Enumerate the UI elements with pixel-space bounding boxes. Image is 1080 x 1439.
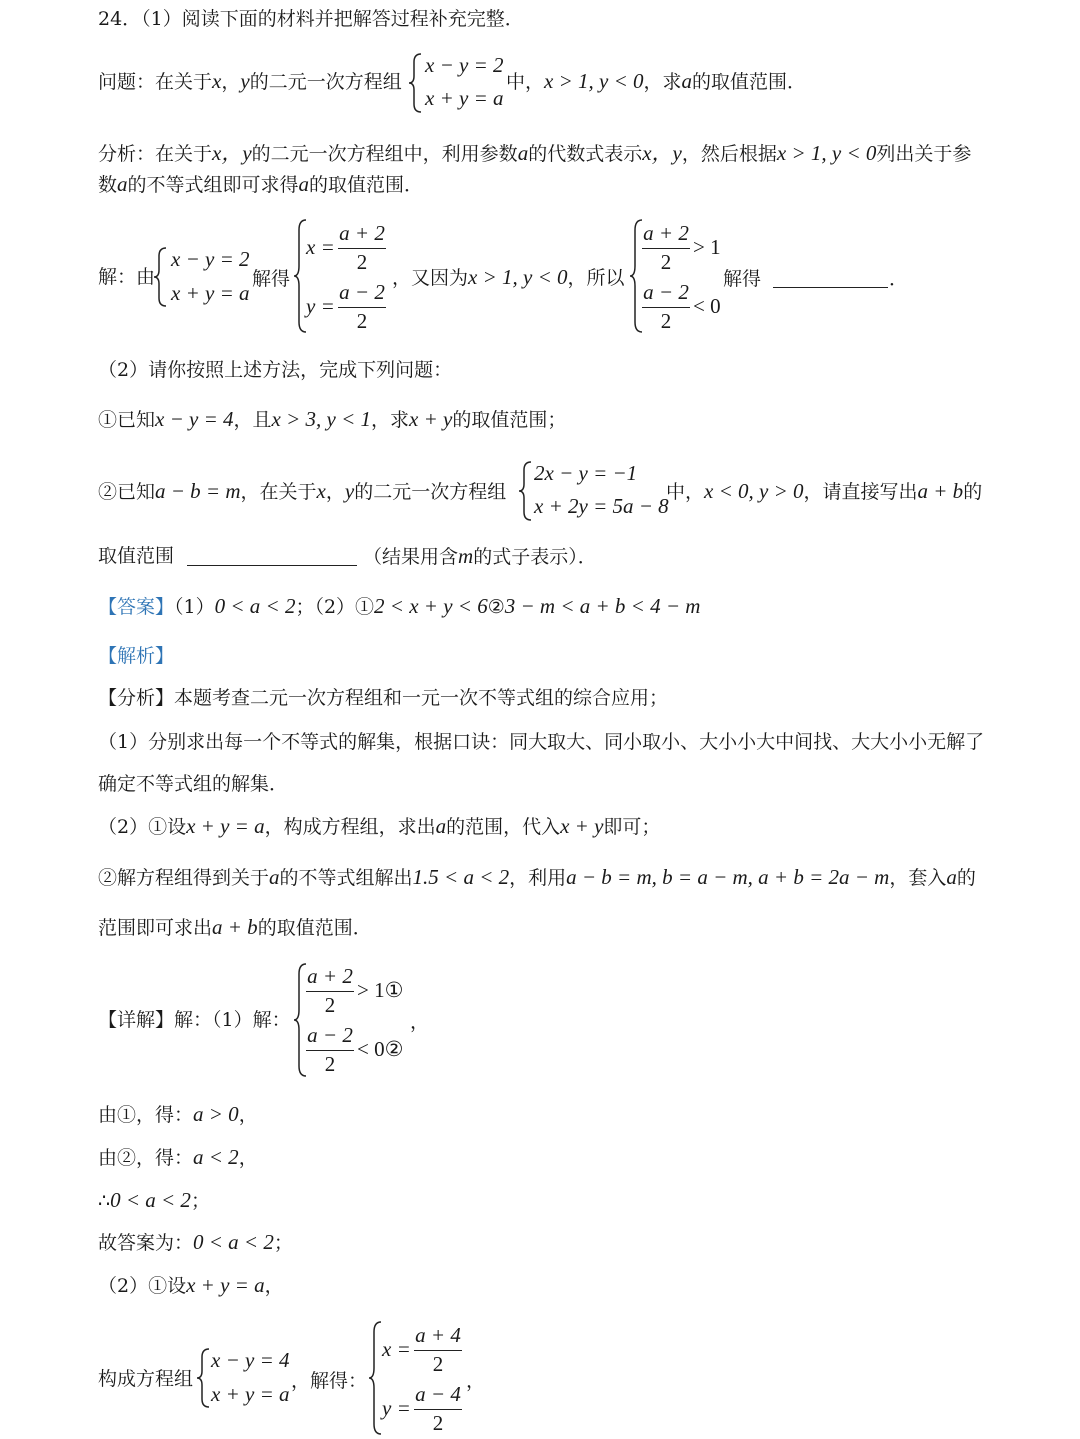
- detail-text: ∴: [98, 1190, 111, 1212]
- problem-text-5: 的取值范围．: [692, 71, 807, 93]
- q2-text: 取值范围: [98, 545, 175, 567]
- detail-math: a > 0: [193, 1102, 239, 1126]
- q2-system-brace: [518, 460, 534, 522]
- detail-y-denominator: 2: [432, 1411, 444, 1435]
- var-x: x: [316, 479, 326, 503]
- fenxi-math: a: [946, 865, 957, 889]
- analysis-math: x > 1, y < 0: [776, 141, 877, 165]
- solution-ineq1-denominator: 2: [660, 250, 672, 274]
- q2-text: 中，: [666, 481, 705, 503]
- fenxi-line-3: 确定不等式组的解集．: [98, 773, 289, 795]
- problem-text-2: 的二元一次方程组: [249, 71, 402, 93]
- solution-y-denominator: 2: [356, 309, 368, 333]
- problem-text-3: 中，: [506, 71, 545, 93]
- detail-text: ，: [238, 1147, 258, 1169]
- q2-line-a: [98, 478, 506, 505]
- var-y: y: [240, 69, 250, 93]
- analysis-math: x，y: [642, 141, 682, 165]
- detail-text: 故答案为：: [98, 1232, 194, 1254]
- var-y: y: [344, 479, 355, 503]
- fenxi-line-1: 【分析】本题考查二元一次方程组和一元一次不等式组的综合应用；: [98, 687, 669, 709]
- detail-math: a < 2: [193, 1145, 239, 1169]
- problem-line-text-a: [98, 68, 402, 95]
- solution-ineq2-denominator: 2: [660, 309, 672, 333]
- detail-text: （2）①设: [98, 1275, 187, 1297]
- part2-header: （2）请你按照上述方法，完成下列问题：: [98, 359, 453, 381]
- solution-eq-2: x + y = a: [171, 281, 250, 305]
- analysis-text: 数: [98, 174, 118, 196]
- q1-math: x > 3, y < 1: [271, 407, 371, 431]
- detail-ineq2-denominator: 2: [324, 1052, 336, 1076]
- analysis-math: a: [298, 172, 310, 196]
- q2-line-c: [98, 543, 174, 569]
- answer-text: ②: [487, 596, 505, 618]
- problem-text-4: ，求: [643, 71, 682, 93]
- analysis-text: 的取值范围．: [309, 174, 424, 196]
- problem-line-text-b: [506, 68, 806, 95]
- solution-text-1: 解：由: [98, 266, 156, 288]
- solution-y-lhs: y =: [306, 294, 335, 318]
- fenxi-text: ，套入: [889, 867, 947, 889]
- fenxi-text: ②解方程组得到关于: [98, 867, 270, 889]
- q2-text: 的二元一次方程组: [354, 481, 507, 503]
- fenxi-math: x + y = a: [186, 814, 265, 838]
- q1-text: ，求: [371, 409, 410, 431]
- detail-step-2: [98, 1144, 258, 1171]
- q2-answer-blank: [187, 564, 357, 566]
- detail-eq-1: x − y = 4: [211, 1348, 290, 1372]
- fenxi-text: （2）①设: [98, 816, 187, 838]
- q2-eq-2: x + 2y = 5a − 8: [534, 494, 669, 518]
- solution-text: ，又因为: [392, 267, 469, 289]
- q2-text: 的式子表示）．: [473, 546, 597, 568]
- analysis-math: a: [117, 172, 128, 196]
- solution-text-5: 解得: [723, 268, 762, 290]
- detail-step-6-comma: ，: [466, 1370, 486, 1392]
- fenxi-text: 即可；: [603, 816, 661, 838]
- q1-text: 的取值范围；: [452, 409, 567, 431]
- solution-x-denominator: 2: [356, 250, 368, 274]
- fenxi-line-4: [98, 813, 660, 840]
- q2-text: ，在关于: [240, 481, 317, 503]
- solution-ineq2-rhs: < 0: [693, 294, 721, 318]
- detail-ineq2-numerator: a − 2: [307, 1023, 353, 1047]
- analysis-text: 的二元一次方程组中，利用参数: [251, 143, 518, 165]
- detail-math: 0 < a < 2: [193, 1230, 274, 1254]
- detail-step-6-text: 构成方程组: [98, 1368, 194, 1390]
- solution-system-brace: [153, 246, 169, 308]
- solution-ineq2-numerator: a − 2: [643, 280, 689, 304]
- fenxi-text: 的不等式组解出: [279, 867, 413, 889]
- detail-eq-2: x + y = a: [211, 1382, 290, 1406]
- problem-text-1: 问题：在关于: [98, 71, 213, 93]
- fenxi-math: 1.5 < a < 2: [412, 865, 510, 889]
- answer-tag: 【答案】: [98, 596, 175, 618]
- fenxi-text: 的: [956, 867, 976, 889]
- analysis-text: ，然后根据: [681, 143, 777, 165]
- answer-text: （1）: [174, 596, 215, 618]
- q2-text: （结果用含: [363, 546, 459, 568]
- var-m: m: [458, 544, 474, 568]
- var-a: a: [681, 69, 693, 93]
- detail-step-3: [98, 1187, 210, 1214]
- answer-part2-2: 3 − m < a + b < 4 − m: [504, 594, 701, 618]
- analysis-text: 列出关于参: [876, 143, 972, 165]
- solution-answer-blank: [773, 286, 888, 288]
- solution-y-numerator: a − 2: [339, 280, 385, 304]
- detail-step-4: [98, 1229, 293, 1256]
- q1-line: [98, 406, 566, 433]
- problem-eq-1: x − y = 2: [425, 53, 504, 77]
- q2-condition: x < 0, y > 0: [704, 479, 804, 503]
- fenxi-math: a − b = m, b = a − m, a + b = 2a − m: [566, 865, 890, 889]
- jiexi-tag: 【解析】: [98, 645, 175, 667]
- solution-eq-1: x − y = 2: [171, 247, 250, 271]
- var-x: x: [212, 69, 222, 93]
- detail-ineq1-numerator: a + 2: [307, 964, 353, 988]
- detail-x-lhs: x =: [382, 1337, 411, 1361]
- fenxi-math: a + b: [212, 915, 258, 939]
- q2-math: a + b: [917, 479, 964, 503]
- solution-text-6: ．: [889, 268, 909, 290]
- detail-math: x + y = a: [186, 1273, 265, 1297]
- fenxi-line-5: [98, 864, 976, 891]
- q2-eq-1: 2x − y = −1: [534, 461, 638, 485]
- solution-text: ，所以: [567, 267, 625, 289]
- detail-ineq1-rhs: > 1①: [357, 978, 404, 1002]
- detail-text: 由①，得：: [98, 1104, 194, 1126]
- fenxi-math: a: [435, 814, 447, 838]
- q1-text: ，且: [233, 409, 272, 431]
- question-header: 24．（1）阅读下面的材料并把解答过程补充完整．: [98, 8, 524, 30]
- problem-comma: ，: [221, 71, 241, 93]
- q1-math: x + y: [409, 407, 453, 431]
- q1-text: ①已知: [98, 409, 156, 431]
- detail-text: ；: [190, 1190, 210, 1212]
- fenxi-math: a: [269, 865, 280, 889]
- detail-text: ，: [264, 1275, 284, 1297]
- solution-ineq1-rhs: > 1: [693, 235, 721, 259]
- fenxi-text: ，利用: [509, 867, 567, 889]
- analysis-math: x，y: [212, 141, 252, 165]
- solution-x-lhs: x =: [306, 235, 335, 259]
- detail-text: 由②，得：: [98, 1147, 194, 1169]
- solution-condition: x > 1, y < 0: [468, 265, 568, 289]
- detail-step-5: [98, 1272, 284, 1299]
- solution-text-3: [392, 264, 625, 291]
- answer-part2-1: 2 < x + y < 6: [374, 594, 488, 618]
- detail-y-numerator: a − 4: [415, 1382, 461, 1406]
- q2-text: ，请直接写出: [803, 481, 918, 503]
- problem-eq-2: x + y = a: [425, 86, 504, 110]
- detail-comma: ，: [410, 1011, 430, 1033]
- fenxi-line-6: [98, 914, 372, 941]
- q2-line-b: [666, 478, 982, 505]
- answer-text: ；（2）①: [295, 596, 375, 618]
- fenxi-math: x + y: [560, 814, 604, 838]
- q2-comma: ，: [325, 481, 345, 503]
- problem-system-brace: [408, 52, 424, 114]
- analysis-text: 的不等式组即可求得: [127, 174, 299, 196]
- q2-text: 的: [963, 481, 983, 503]
- analysis-text: 的代数式表示: [528, 143, 643, 165]
- q1-math: x − y = 4: [155, 407, 234, 431]
- detail-ineq1-denominator: 2: [324, 993, 336, 1017]
- detail-ineq2-rhs: < 0②: [357, 1037, 404, 1061]
- fenxi-text: 范围即可求出: [98, 917, 213, 939]
- detail-step-1: [98, 1101, 258, 1128]
- solution-text-2: 解得: [252, 268, 291, 290]
- q2-text: ②已知: [98, 481, 156, 503]
- problem-condition: x > 1, y < 0: [544, 69, 644, 93]
- q2-math: a − b = m: [155, 479, 241, 503]
- detail-x-denominator: 2: [432, 1352, 444, 1376]
- analysis-math: a: [517, 141, 529, 165]
- detail-y-lhs: y =: [382, 1396, 411, 1420]
- fenxi-text: 的取值范围．: [257, 917, 372, 939]
- analysis-line-1: [98, 140, 971, 167]
- detail-text: ；: [273, 1232, 293, 1254]
- detail-header: 【详解】解：（1）解：: [98, 1009, 291, 1031]
- detail-x-numerator: a + 4: [415, 1323, 461, 1347]
- detail-math: 0 < a < 2: [110, 1188, 191, 1212]
- solution-x-numerator: a + 2: [339, 221, 385, 245]
- answer-part1: 0 < a < 2: [214, 594, 296, 618]
- q2-line-d: [363, 543, 597, 570]
- detail-system-brace: [196, 1347, 212, 1409]
- detail-step-6-text-b: ，解得：: [291, 1370, 368, 1392]
- fenxi-text: ，构成方程组，求出: [264, 816, 436, 838]
- detail-text: ，: [238, 1104, 258, 1126]
- solution-ineq1-numerator: a + 2: [643, 221, 689, 245]
- fenxi-text: 的范围，代入: [446, 816, 561, 838]
- fenxi-line-2: （1）分别求出每一个不等式的解集，根据口诀：同大取大、同小取小、大小小大中间找、大大小小无解了: [98, 731, 985, 753]
- answer-line: [98, 593, 700, 620]
- analysis-text: 分析：在关于: [98, 143, 213, 165]
- analysis-line-2: [98, 171, 423, 198]
